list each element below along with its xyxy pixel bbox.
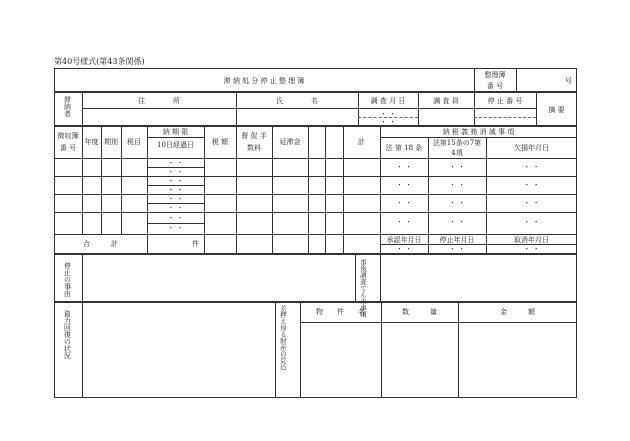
ext-dot: ・ ・ — [523, 163, 540, 171]
ledger-no-label-bottom: 番 号 — [486, 82, 504, 90]
ext-art15-bottom: 4項 — [451, 149, 463, 157]
ext-dot: ・ ・ — [523, 218, 540, 226]
seizable-label: 差押え得る財産の見込 — [278, 305, 287, 370]
cancel-date-dot: ・ ・ — [523, 245, 540, 253]
survey-date-2: ・ ・ — [379, 118, 397, 126]
ledger-no-suffix: 号 — [565, 77, 572, 85]
col-fee-bottom: 数料 — [247, 144, 261, 152]
due-date-dot: ・ ・ — [167, 224, 184, 232]
ext-dot: ・ ・ — [523, 181, 540, 189]
col-item: 税目 — [127, 138, 141, 146]
col-ledger-top: 徴収簿 — [57, 132, 79, 140]
survey-date-1: ・ ・ — [379, 110, 397, 118]
ext-dot: ・ ・ — [395, 199, 413, 207]
cancel-date-label: 取消年月日 — [514, 236, 549, 244]
ext-dot: ・ ・ — [395, 218, 413, 226]
form-caption: 第40号様式(第43条関係) — [54, 57, 145, 66]
ext-dot: ・ ・ — [448, 181, 466, 189]
col-total: 計 — [358, 138, 365, 146]
taxpayer-side-label: 滞納者 — [63, 96, 72, 117]
ext-dot: ・ ・ — [448, 199, 466, 207]
col-late: 延滞金 — [279, 138, 301, 146]
survey-date-label: 調 査 月 日 — [370, 97, 406, 105]
address-label: 住 所 — [138, 97, 180, 105]
assets-label: 資力回復の状況 — [63, 310, 72, 359]
col-year: 年度 — [84, 138, 99, 146]
form-title: 滞 納 処 分 停 止 整 理 簿 — [223, 77, 305, 85]
col-due-header: 納 期 限 — [162, 128, 189, 136]
col-term: 期別 — [104, 138, 118, 146]
stop-reason-section — [54, 254, 577, 302]
qty-label: 数 量 — [402, 308, 437, 316]
summary-label: 摘 要 — [548, 106, 565, 114]
name-label: 氏 名 — [276, 97, 318, 105]
surveyor-label: 調 査 員 — [433, 97, 459, 105]
col-ledger-bottom: 番 号 — [59, 144, 77, 152]
stop-date-label: 停止年月日 — [439, 236, 475, 244]
extinction-header: 納 税 義 務 消 滅 事 項 — [442, 128, 515, 136]
approve-date-dot: ・ ・ — [395, 245, 413, 253]
due-date-dot: ・ ・ — [167, 177, 184, 185]
item-label: 物 件 名 — [316, 308, 365, 316]
col-fee-top: 督 促 手 — [241, 132, 267, 140]
total-row-label: 合 計 — [83, 240, 118, 248]
due-date-dot: ・ ・ — [167, 214, 184, 222]
ext-dot: ・ ・ — [395, 163, 413, 171]
ext-dot: ・ ・ — [448, 163, 466, 171]
ext-art18: 法 第 18 条 — [385, 144, 423, 152]
stop-reason-label: 停止の事由 — [63, 262, 72, 297]
ext-dot: ・ ・ — [448, 218, 466, 226]
followup-label: 事後調査てん末事項 — [358, 259, 367, 318]
ext-dot: ・ ・ — [523, 199, 540, 207]
col-due-sub: 10日経過日 — [157, 141, 194, 149]
ext-art15-top: 法第15条の7第 — [432, 139, 482, 147]
due-date-dot: ・ ・ — [167, 204, 184, 212]
assets-section — [54, 302, 577, 398]
ext-loss: 欠損年月日 — [514, 144, 549, 152]
due-date-dot: ・ ・ — [167, 195, 184, 203]
stop-date-dot: ・ ・ — [448, 245, 466, 253]
approve-date-label: 承認年月日 — [386, 236, 422, 244]
due-date-dot: ・ ・ — [167, 159, 184, 167]
total-count-suffix: 件 — [192, 240, 199, 248]
stop-no-label: 停 止 番 号 — [487, 97, 523, 105]
ledger-no-label-top: 整理簿 — [484, 71, 506, 79]
value-label: 金 額 — [500, 308, 535, 316]
due-date-dot: ・ ・ — [167, 186, 184, 194]
due-date-dot: ・ ・ — [167, 168, 184, 176]
col-amount: 税 額 — [211, 138, 229, 146]
ext-dot: ・ ・ — [395, 181, 413, 189]
